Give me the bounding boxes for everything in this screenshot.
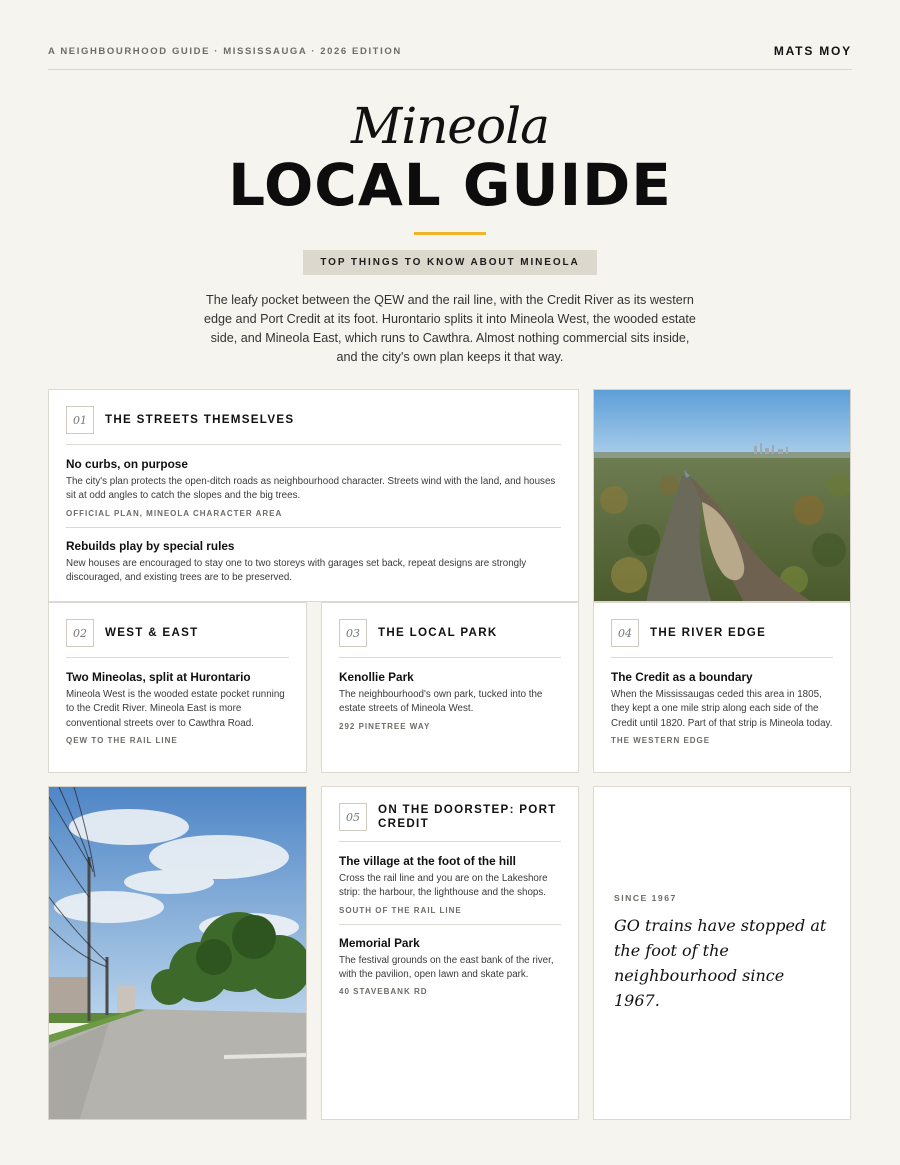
quote-since: SINCE 1967 — [614, 893, 677, 903]
card-header — [66, 406, 561, 445]
card-number: 03 — [339, 619, 367, 647]
intro-paragraph: The leafy pocket between the QEW and the rail line, with the Credit River as its western edge and Port Credit at its foot. Hurontario splits it into Mineola West, the wooded estate side, and Mineola East, which runs to Cawthra. Almost nothing commercial sits inside, and the city's own plan keeps it that way. — [204, 293, 696, 364]
divider — [66, 527, 561, 528]
author-name: MATS MOY — [773, 44, 852, 58]
card-header — [339, 619, 561, 658]
item-source: OFFICIAL PLAN, MINEOLA CHARACTER AREA — [66, 508, 283, 518]
item-heading: Memorial Park — [339, 935, 420, 950]
item-text: Mineola West is the wooded estate pocket running to the Credit River. Mineola East is more conventional streets over to Cawthra Road. — [66, 689, 285, 729]
item-source: 292 PINETREE WAY — [339, 721, 431, 731]
card-west-east — [48, 602, 307, 773]
section-pill: TOP THINGS TO KNOW ABOUT MINEOLA — [303, 250, 596, 275]
hero — [0, 96, 900, 367]
card-header — [611, 619, 833, 658]
card-title: WEST & EAST — [105, 626, 199, 639]
card-title: ON THE DOORSTEP: PORT CREDIT — [378, 803, 557, 830]
card-item — [611, 670, 833, 745]
card-item — [339, 854, 561, 915]
street-photo — [48, 786, 307, 1120]
aerial-river-photo — [593, 389, 851, 602]
edition-label: A NEIGHBOURHOOD GUIDE · MISSISSAUGA · 2026 EDITION — [48, 46, 402, 57]
card-header — [66, 619, 289, 658]
card-title: THE STREETS THEMSELVES — [105, 413, 295, 426]
item-heading: The village at the foot of the hill — [339, 854, 516, 868]
item-source: THE WESTERN EDGE — [611, 735, 711, 745]
item-heading: Two Mineolas, split at Hurontario — [66, 670, 251, 684]
item-source: SOUTH OF THE RAIL LINE — [339, 905, 462, 915]
item-heading: No curbs, on purpose — [66, 457, 188, 471]
card-port-credit — [321, 786, 579, 1120]
card-number: 05 — [339, 803, 367, 831]
card-number: 01 — [66, 406, 94, 434]
card-title: THE LOCAL PARK — [378, 626, 498, 639]
card-item — [339, 936, 561, 997]
card-title: THE RIVER EDGE — [650, 626, 767, 639]
card-header — [339, 803, 561, 842]
card-local-park — [321, 602, 579, 773]
aerial-river-image — [594, 390, 851, 602]
item-text: The neighbourhood's own park, tucked into the estate streets of Mineola West. — [339, 689, 543, 715]
card-streets — [48, 389, 579, 602]
item-text: The city's plan protects the open-ditch roads as neighbourhood character. Streets wind with the land, and houses sit at odd angles to catch the slopes and the big trees. — [66, 476, 556, 502]
card-river-edge — [593, 602, 851, 773]
item-heading: Rebuilds play by special rules — [66, 538, 235, 553]
item-source: QEW TO THE RAIL LINE — [66, 735, 178, 745]
item-source: 40 STAVEBANK RD — [339, 987, 428, 997]
card-number: 02 — [66, 619, 94, 647]
card-item — [66, 539, 561, 586]
item-heading: The Credit as a boundary — [611, 670, 753, 684]
quote-card — [593, 786, 851, 1120]
item-text: The festival grounds on the east bank of the river, with the pavilion, open lawn and skate park. — [339, 954, 554, 980]
card-item — [66, 457, 561, 518]
divider — [339, 924, 561, 925]
top-bar — [48, 40, 852, 70]
script-title: Mineola — [351, 97, 549, 155]
street-image — [49, 787, 307, 1120]
accent-rule — [414, 232, 486, 235]
item-text: New houses are encouraged to stay one to two storeys with garages set back, repeat designs are strongly discouraged, and existing trees are to be preserved. — [66, 557, 527, 583]
item-text: When the Mississaugas ceded this area in 1805, they kept a one mile strip along each side of the Credit until 1820. Part of that strip is Mineola today. — [611, 689, 833, 729]
item-heading: Kenollie Park — [339, 670, 414, 684]
card-item — [339, 670, 561, 731]
main-title: LOCAL GUIDE — [228, 151, 672, 219]
card-number: 04 — [611, 619, 639, 647]
item-text: Cross the rail line and you are on the Lakeshore strip: the harbour, the lighthouse and the shops. — [339, 873, 548, 899]
card-item — [66, 670, 289, 745]
quote-text: GO trains have stopped at the foot of the neighbourhood since 1967. — [614, 916, 827, 1010]
